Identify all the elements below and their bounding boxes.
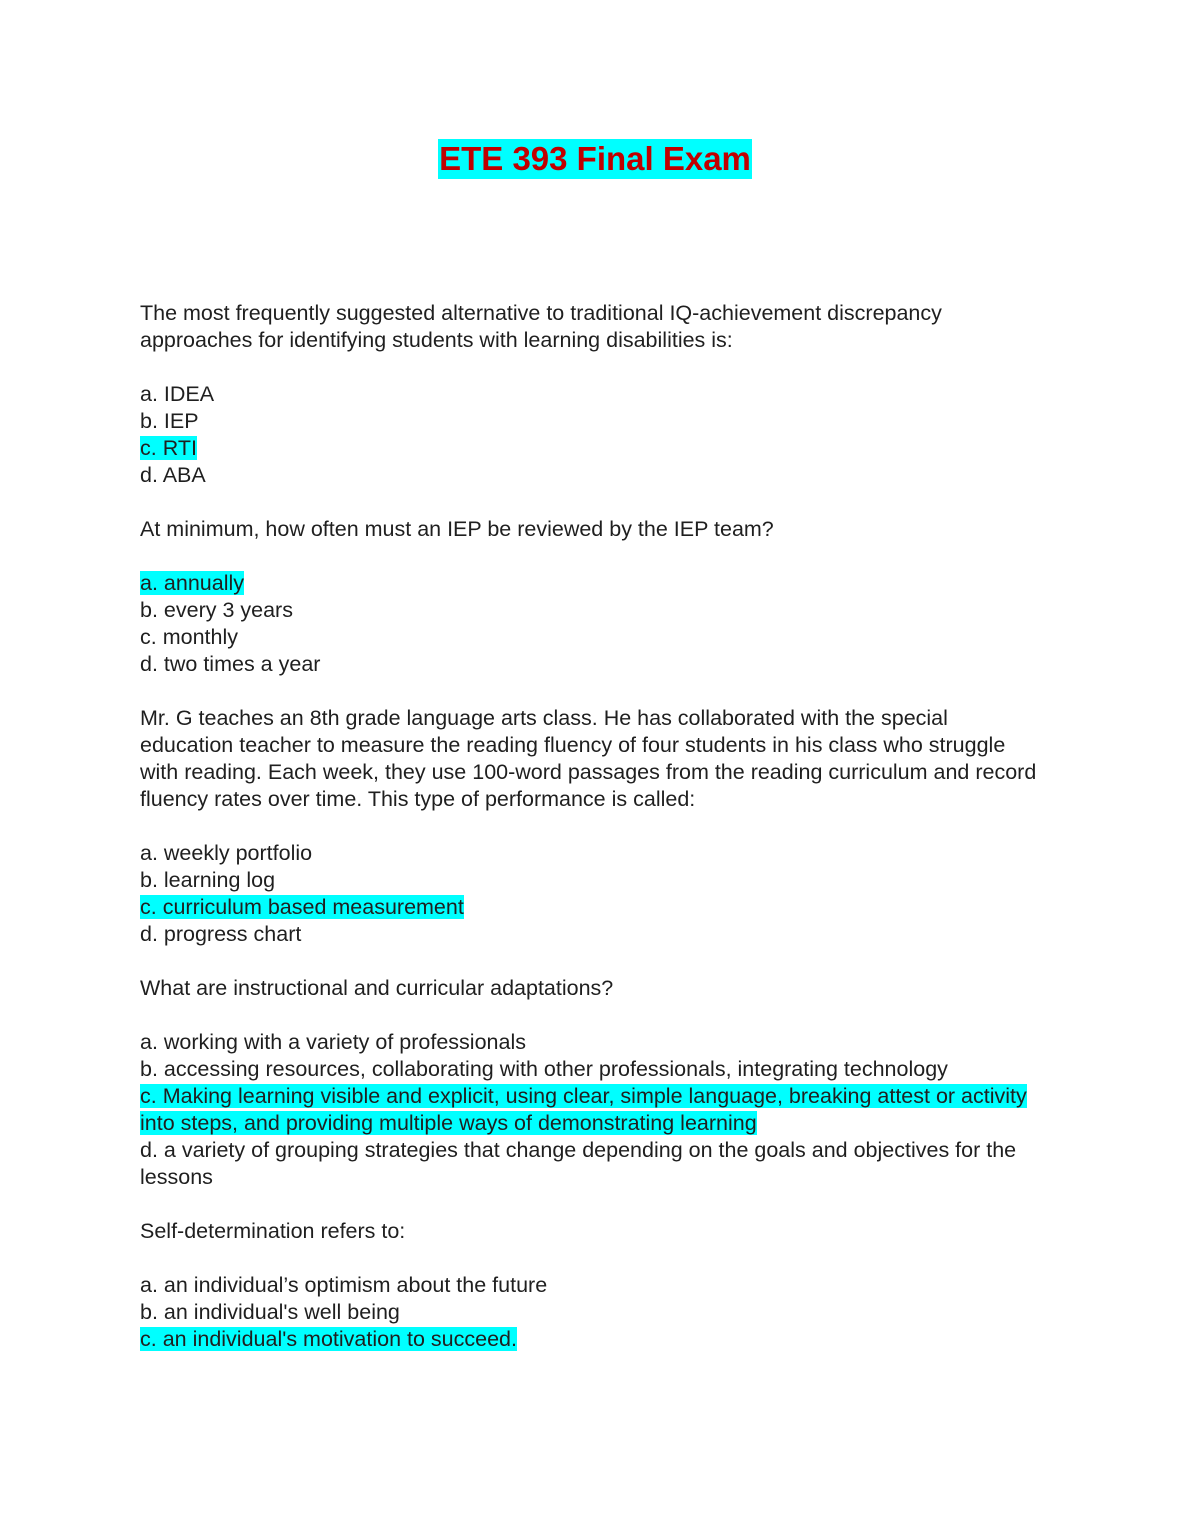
option-4d: d. a variety of grouping strategies that change depending on the goals and objectives for the lessons [140,1138,1017,1189]
title-container [0,139,1190,179]
option-3b: b. learning log [140,868,276,892]
option-1c-highlighted: c. RTI [140,436,197,460]
option-4c-highlighted: c. Making learning visible and explicit, using clear, simple language, breaking attest or activity into steps, and providing multiple ways of demonstrating learning [140,1084,1027,1135]
exam-content [140,300,1040,1380]
option-1a: a. IDEA [140,382,215,406]
question-3: Mr. G teaches an 8th grade language arts class. He has collaborated with the special education teacher to measure the reading fluency of four students in his class who struggle with reading. Each week, they use 100-word passages from the reading curriculum and record fluency rates over time. This type of performance is called: [140,706,1037,811]
options-2 [140,570,1040,678]
option-2a-highlighted: a. annually [140,571,244,595]
options-4 [140,1029,1040,1191]
option-4b: b. accessing resources, collaborating with other professionals, integrating technology [140,1057,948,1081]
option-1d: d. ABA [140,463,206,487]
option-1b: b. IEP [140,409,199,433]
page-title: ETE 393 Final Exam [439,140,751,177]
option-2b: b. every 3 years [140,598,293,622]
question-2: At minimum, how often must an IEP be reviewed by the IEP team? [140,517,774,541]
option-5c-highlighted: c. an individual's motivation to succeed. [140,1327,517,1351]
option-2d: d. two times a year [140,652,321,676]
options-5 [140,1272,1040,1353]
question-1: The most frequently suggested alternative to traditional IQ-achievement discrepancy approaches for identifying students with learning disabilities is: [140,301,942,352]
option-5b: b. an individual's well being [140,1300,400,1324]
question-4: What are instructional and curricular adaptations? [140,976,614,1000]
question-5: Self-determination refers to: [140,1219,406,1243]
option-3a: a. weekly portfolio [140,841,313,865]
option-4a: a. working with a variety of professionals [140,1030,526,1054]
option-5a: a. an individual’s optimism about the future [140,1273,548,1297]
options-3 [140,840,1040,948]
option-2c: c. monthly [140,625,238,649]
option-3d: d. progress chart [140,922,302,946]
option-3c-highlighted: c. curriculum based measurement [140,895,464,919]
options-1 [140,381,1040,489]
